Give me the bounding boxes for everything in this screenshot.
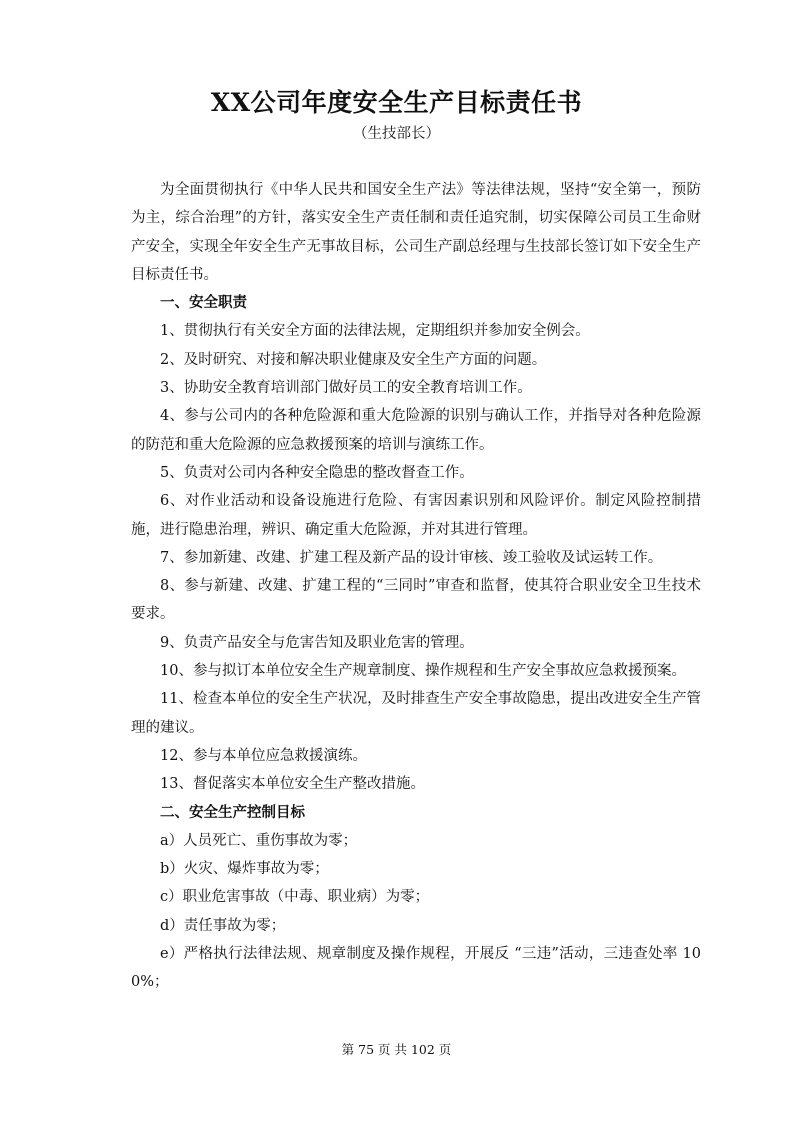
duty-item: 7、参加新建、改建、扩建工程及新产品的设计审核、竣工验收及试运转工作。 <box>160 549 663 566</box>
duty-item: 3、协助安全教育培训部门做好员工的安全教育培训工作。 <box>160 380 532 397</box>
target-item: e）严格执行法律法规、规章制度及操作规程，开展反 “三违”活动，三违查处率 100%； <box>131 946 701 991</box>
duty-item: 11、检查本单位的安全生产状况，及时排查生产安全事故隐患，提出改进安全生产管理的建议。 <box>131 691 701 736</box>
duty-item: 2、及时研究、对接和解决职业健康及安全生产方面的问题。 <box>160 351 547 368</box>
duty-item: 10、参与拟订本单位安全生产规章制度、操作规程和生产安全事故应急救援预案。 <box>160 663 686 680</box>
intro-paragraph: 为全面贯彻执行《中华人民共和国安全生产法》等法律法规，坚持“安全第一，预防为主，综合治理”的方针，落实安全生产责任制和责任追究制，切实保障公司员工生命财产安全，实现全年安全生产无事故目标，公司生产副总经理与生技部长签订如下安全生产目标责任书。 <box>131 182 701 283</box>
duty-item: 5、负责对公司内各种安全隐患的整改督查工作。 <box>160 464 474 481</box>
duty-item: 9、负责产品安全与危害告知及职业危害的管理。 <box>160 634 474 651</box>
duty-item: 4、参与公司内的各种危险源和重大危险源的识别与确认工作，并指导对各种危险源的防范和重大危险源的应急救援预案的培训与演练工作。 <box>131 408 701 453</box>
target-item: d）责任事故为零； <box>160 917 286 934</box>
document-subtitle: （生技部长） <box>353 126 440 142</box>
section-heading-targets: 二、安全生产控制目标 <box>160 803 305 821</box>
duty-item: 6、对作业活动和设备设施进行危险、有害因素识别和风险评价。制定风险控制措施，进行隐患治理，辨识、确定重大危险源，并对其进行管理。 <box>131 493 701 538</box>
target-item: c）职业危害事故（中毒、职业病）为零； <box>160 889 430 906</box>
page-number-footer: 第 75 页 共 102 页 <box>341 1042 452 1057</box>
duty-item: 13、督促落实本单位安全生产整改措施。 <box>160 776 425 793</box>
target-item: a）人员死亡、重伤事故为零； <box>160 832 358 849</box>
document-body <box>131 176 701 997</box>
duty-item: 8、参与新建、改建、扩建工程的“三同时”审查和监督，使其符合职业安全卫生技术要求。 <box>131 578 701 623</box>
document-title: XX公司年度安全生产目标责任书 <box>210 88 583 117</box>
duty-item: 12、参与本单位应急救援演练。 <box>160 747 367 764</box>
duty-item: 1、贯彻执行有关安全方面的法律法规，定期组织并参加安全例会。 <box>160 323 590 340</box>
section-heading-duties: 一、安全职责 <box>160 294 247 312</box>
target-item: b）火灾、爆炸事故为零； <box>160 861 329 878</box>
